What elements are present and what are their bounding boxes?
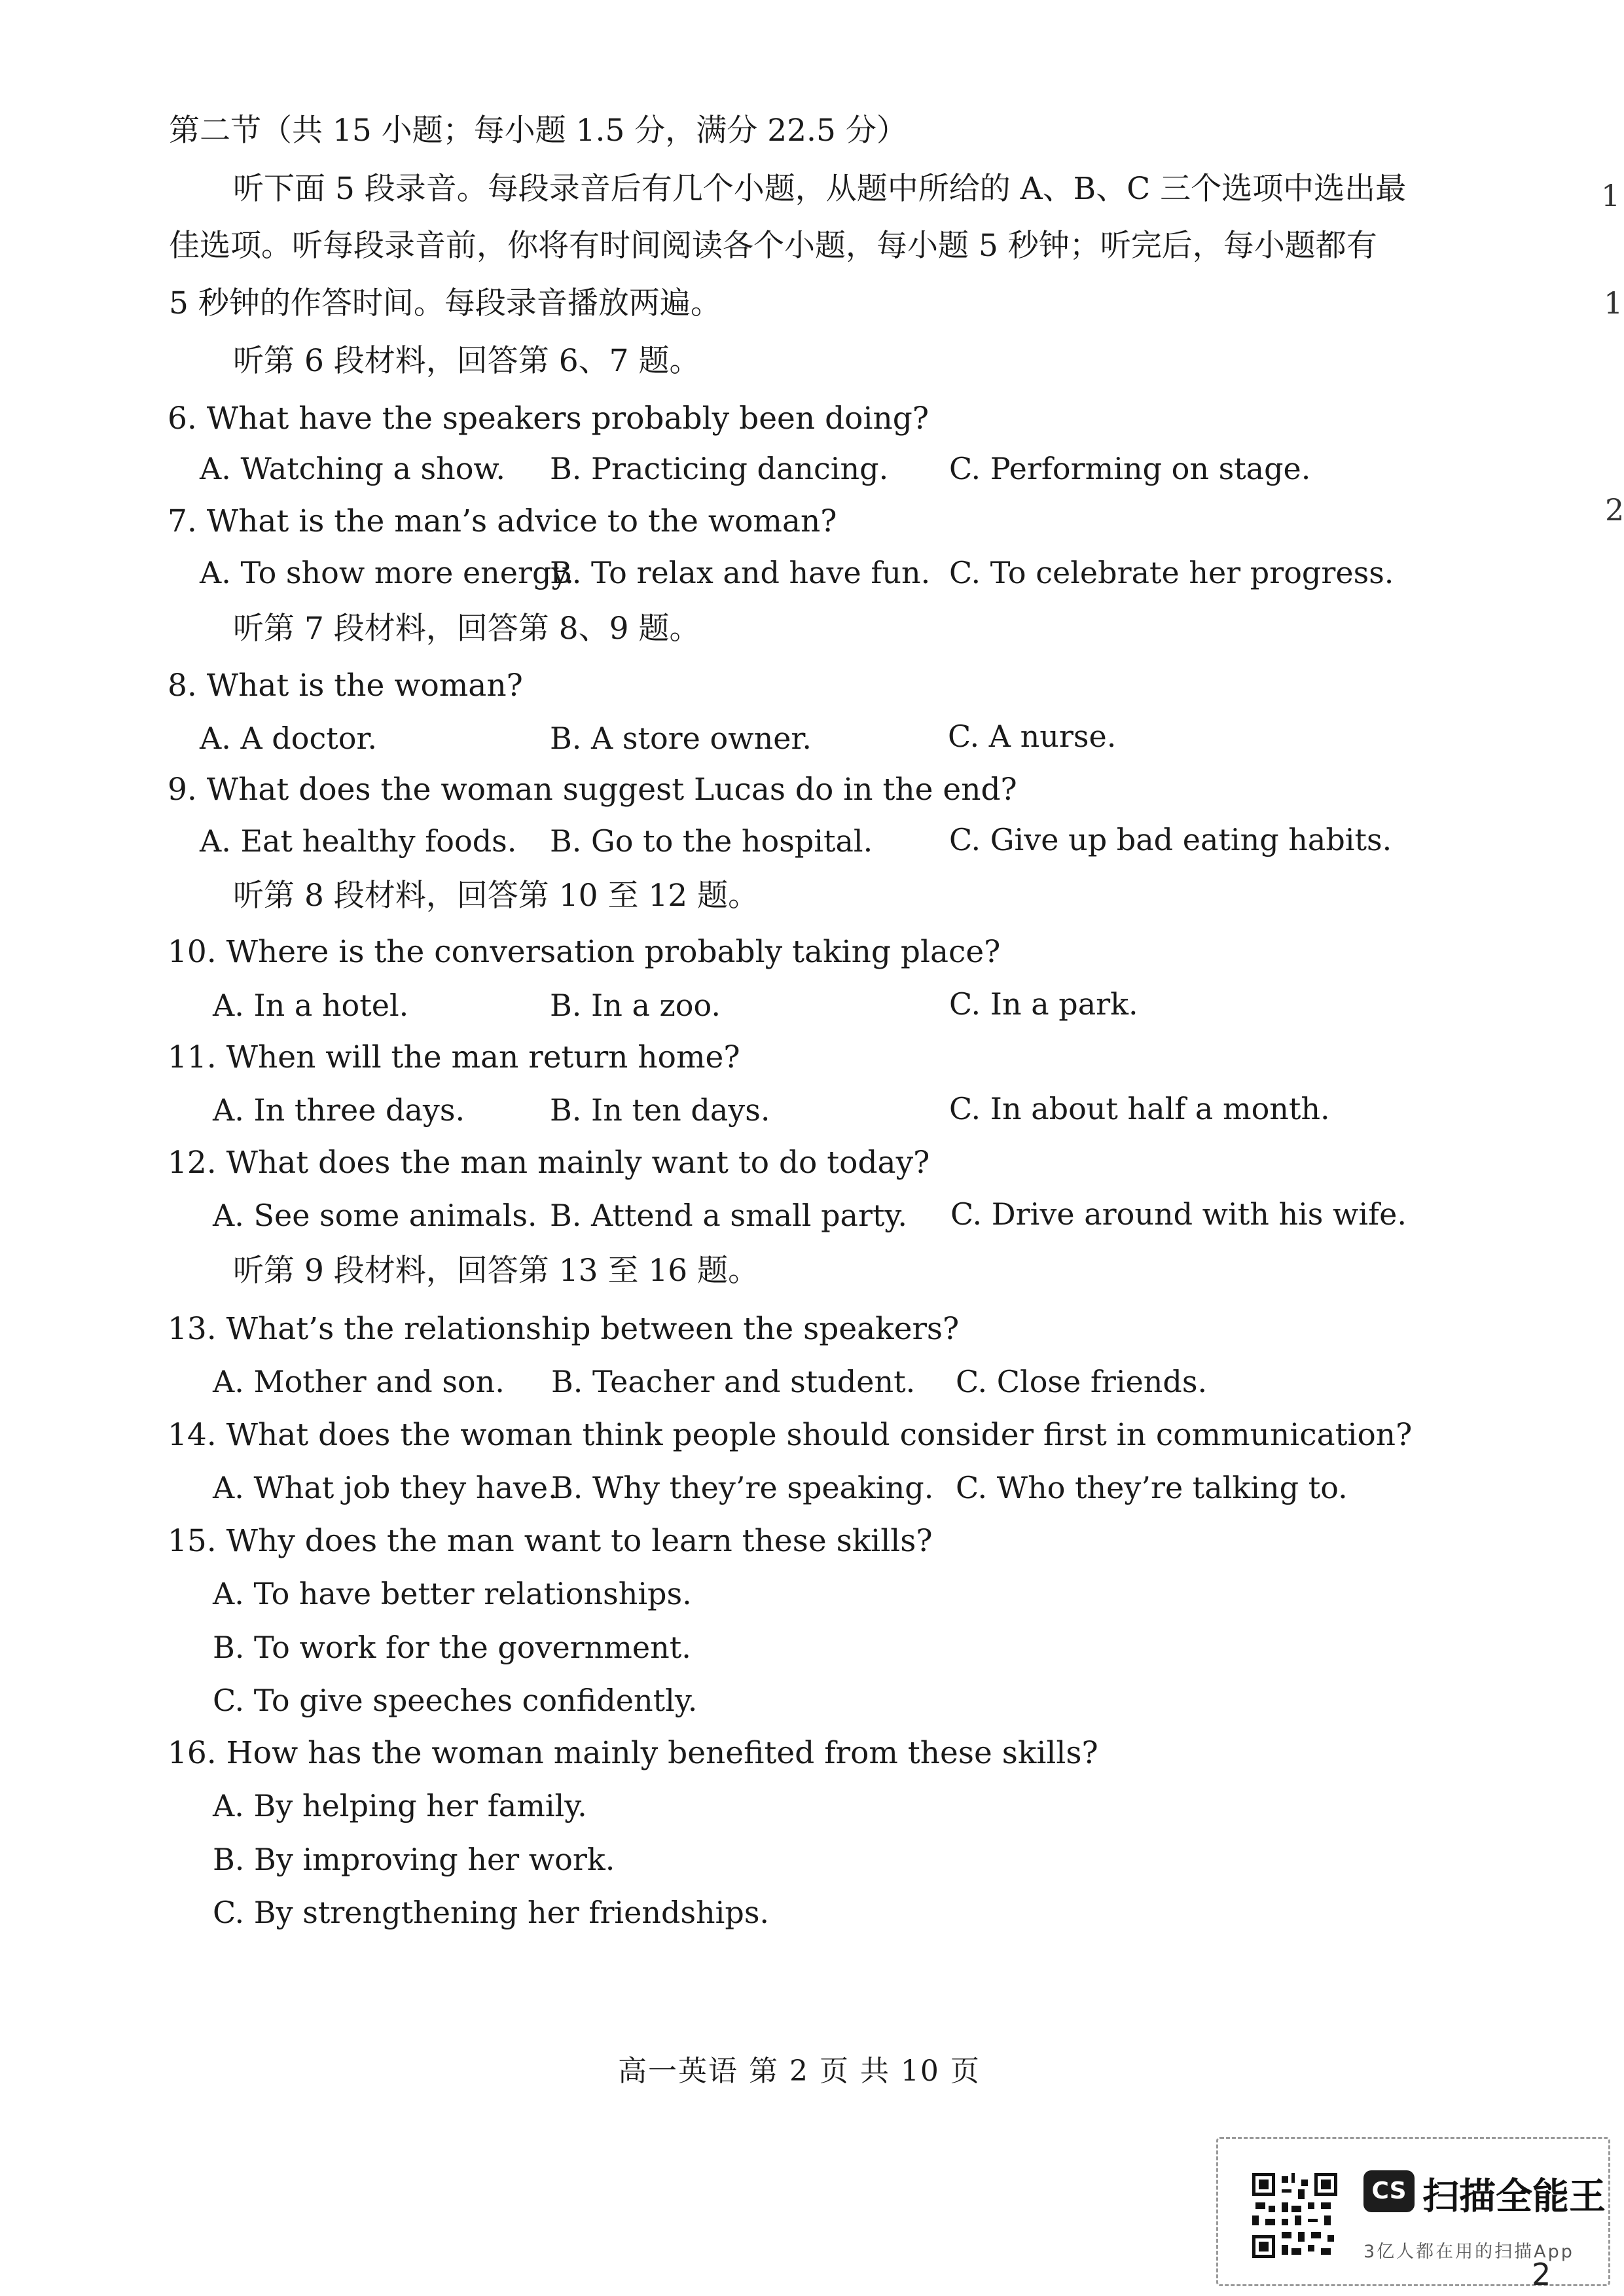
- option-a: A. Mother and son.: [213, 1364, 505, 1399]
- question-text: 16. How has the woman mainly benefited from these skills?: [168, 1735, 1098, 1771]
- option-c: C. Give up bad eating habits.: [949, 822, 1392, 857]
- option-c: C. By strengthening her friendships.: [213, 1895, 770, 1930]
- option-b: B. In ten days.: [550, 1092, 770, 1128]
- option-a: A. What job they have.: [213, 1470, 558, 1505]
- instruction-line-1: 听下面 5 段录音。每段录音后有几个小题，从题中所给的 A、B、C 三个选项中选出最: [233, 171, 1407, 207]
- group-heading: 听第 8 段材料，回答第 10 至 12 题。: [233, 878, 759, 914]
- option-c: C. Who they’re talking to.: [956, 1470, 1348, 1505]
- scanner-logo: CS: [1363, 2170, 1415, 2212]
- option-b: B. Go to the hospital.: [550, 823, 873, 859]
- option-b: B. A store owner.: [550, 721, 812, 756]
- option-b: B. Why they’re speaking.: [551, 1470, 934, 1505]
- question-text: 8. What is the woman?: [168, 668, 523, 704]
- question-text: 13. What’s the relationship between the speakers?: [168, 1311, 960, 1347]
- question-text: 6. What have the speakers probably been doing?: [168, 401, 929, 437]
- section-title: 第二节（共 15 小题；每小题 1.5 分，满分 22.5 分）: [169, 113, 907, 149]
- option-a: A. Watching a show.: [200, 451, 505, 486]
- option-a: A. A doctor.: [200, 721, 377, 756]
- page-number: 2: [1532, 2257, 1551, 2292]
- option-b: B. To work for the government.: [213, 1630, 691, 1665]
- option-a: A. See some animals.: [213, 1198, 537, 1233]
- group-heading: 听第 6 段材料，回答第 6、7 题。: [233, 343, 700, 379]
- option-c: C. Performing on stage.: [949, 451, 1311, 486]
- option-c: C. To celebrate her progress.: [949, 555, 1394, 590]
- scanner-tagline: 3亿人都在用的扫描App: [1363, 2242, 1574, 2262]
- option-b: B. By improving her work.: [213, 1842, 615, 1877]
- option-a: A. In a hotel.: [213, 988, 409, 1023]
- option-c: C. Close friends.: [956, 1364, 1208, 1399]
- group-heading: 听第 9 段材料，回答第 13 至 16 题。: [233, 1253, 759, 1289]
- edge-mark: 1: [1604, 285, 1623, 321]
- group-heading: 听第 7 段材料，回答第 8、9 题。: [233, 611, 700, 647]
- question-text: 14. What does the woman think people should consider first in communication?: [168, 1417, 1413, 1453]
- option-b: B. Attend a small party.: [550, 1198, 907, 1233]
- question-text: 7. What is the man’s advice to the woman?: [168, 503, 837, 539]
- option-c: C. Drive around with his wife.: [950, 1196, 1407, 1232]
- edge-mark: 2: [1605, 492, 1624, 528]
- instruction-line-2: 佳选项。听每段录音前，你将有时间阅读各个小题，每小题 5 秒钟；听完后，每小题都有: [169, 228, 1377, 264]
- question-text: 15. Why does the man want to learn these skills?: [168, 1523, 933, 1559]
- option-a: A. To have better relationships.: [213, 1576, 692, 1611]
- option-a: A. By helping her family.: [213, 1788, 587, 1823]
- option-c: C. To give speeches confidently.: [213, 1683, 698, 1718]
- option-a: A. Eat healthy foods.: [200, 823, 517, 859]
- question-text: 12. What does the man mainly want to do today?: [168, 1145, 930, 1181]
- option-a: A. To show more energy.: [200, 555, 574, 590]
- option-c: C. In a park.: [949, 986, 1138, 1022]
- scanner-brand: 扫描全能王: [1422, 2176, 1606, 2218]
- qr-code-icon: [1252, 2173, 1337, 2258]
- question-text: 10. Where is the conversation probably taking place?: [168, 934, 1001, 970]
- instruction-line-3: 5 秒钟的作答时间。每段录音播放两遍。: [169, 285, 721, 321]
- edge-mark: 1: [1601, 178, 1621, 213]
- option-c: C. A nurse.: [948, 719, 1117, 754]
- option-b: B. Practicing dancing.: [550, 451, 889, 486]
- option-b: B. To relax and have fun.: [550, 555, 931, 590]
- option-b: B. Teacher and student.: [551, 1364, 916, 1399]
- question-text: 9. What does the woman suggest Lucas do in the end?: [168, 772, 1017, 808]
- option-a: A. In three days.: [213, 1092, 465, 1128]
- scanner-watermark: [1216, 2137, 1610, 2286]
- option-c: C. In about half a month.: [949, 1091, 1330, 1126]
- option-b: B. In a zoo.: [550, 988, 721, 1023]
- page-footer: 高一英语 第 2 页 共 10 页: [618, 2054, 981, 2088]
- question-text: 11. When will the man return home?: [168, 1039, 740, 1075]
